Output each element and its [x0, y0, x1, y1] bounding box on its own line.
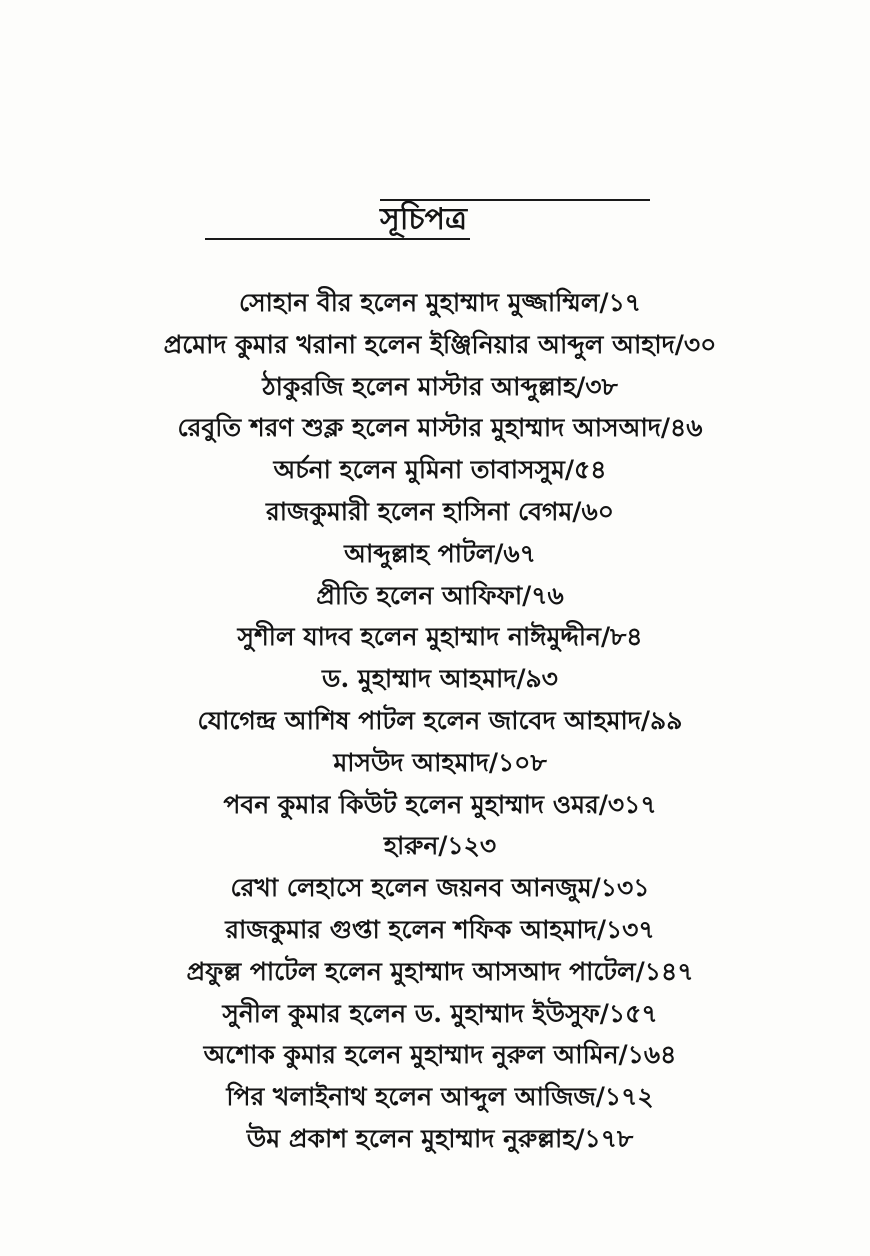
- toc-entry: পির খলাইনাথ হলেন আব্দুল আজিজ/১৭২: [226, 1082, 654, 1112]
- toc-entry: অশোক কুমার হলেন মুহাম্মাদ নুরুল আমিন/১৬৪: [203, 1040, 677, 1070]
- toc-entry: অর্চনা হলেন মুমিনা তাবাসসুম/৫৪: [273, 455, 607, 485]
- toc-entry: সোহান বীর হলেন মুহাম্মাদ মুজ্জাম্মিল/১৭: [238, 288, 642, 317]
- toc-entry: হারুন/১২৩: [383, 831, 497, 861]
- page-title: সূচিপত্র: [380, 202, 467, 237]
- toc-entry: রেবুতি শরণ শুক্ল হলেন মাস্টার মুহাম্মাদ আসআদ/৪৬: [177, 413, 703, 443]
- toc-entry: মাসউদ আহমাদ/১০৮: [333, 747, 547, 777]
- toc-entry: পবন কুমার কিউট হলেন মুহাম্মাদ ওমর/৩১৭: [223, 789, 657, 819]
- toc-entry: প্রমোদ কুমার খরানা হলেন ইঞ্জিনিয়ার আব্দুল আহাদ/৩০: [163, 329, 717, 359]
- toc-entry: প্রীতি হলেন আফিফা/৭৬: [316, 580, 564, 610]
- toc-entry: রেখা লেহাসে হলেন জয়নব আনজুম/১৩১: [230, 873, 650, 903]
- toc-entry: রাজকুমারী হলেন হাসিনা বেগম/৬০: [266, 496, 614, 526]
- toc-entry: আব্দুল্লাহ পাটল/৬৭: [344, 538, 536, 568]
- toc-entry: রাজকুমার গুপ্তা হলেন শফিক আহমাদ/১৩৭: [225, 914, 655, 944]
- toc-entry: প্রফুল্ল পাটেল হলেন মুহাম্মাদ আসআদ পাটেল/১৪৭: [186, 956, 694, 986]
- table-of-contents: [100, 282, 780, 1160]
- toc-entry: ঠাকুরজি হলেন মাস্টার আব্দুল্লাহ/৩৮: [262, 371, 618, 401]
- toc-entry: সুনীল কুমার হলেন ড. মুহাম্মাদ ইউসুফ/১৫৭: [222, 998, 658, 1028]
- toc-entry: ড. মুহাম্মাদ আহমাদ/৯৩: [322, 664, 558, 694]
- title-rule-bottom: [205, 238, 470, 240]
- toc-entry: সুশীল যাদব হলেন মুহাম্মাদ নাঈমুদ্দীন/৮৪: [237, 622, 643, 652]
- toc-entry: যোগেন্দ্র আশিষ পাটল হলেন জাবেদ আহমাদ/৯৯: [197, 705, 683, 735]
- toc-entry: উম প্রকাশ হলেন মুহাম্মাদ নুরুল্লাহ/১৭৮: [246, 1123, 634, 1153]
